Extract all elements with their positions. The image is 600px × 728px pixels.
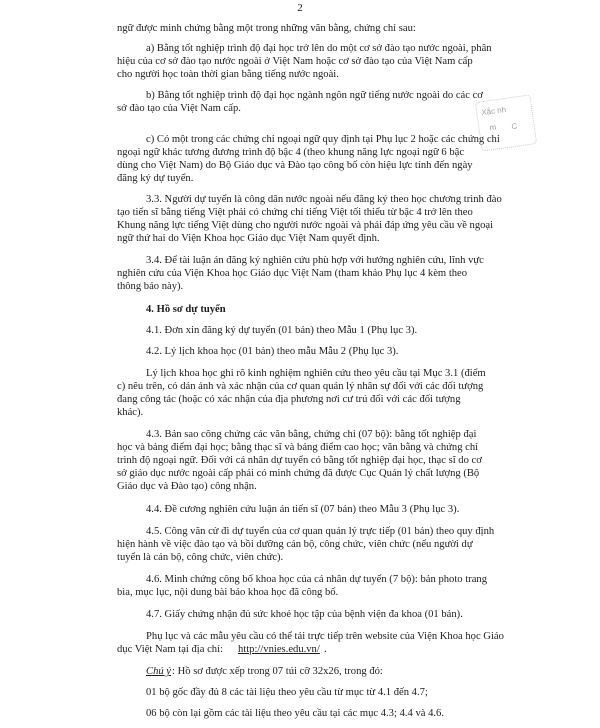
text-line: trình độ ngoại ngữ. Đối với cá nhân dự tuyển có bằng tốt nghiệp đại học, thạc sĩ do cơ (117, 455, 482, 466)
website-link[interactable]: http://vnies.edu.vn/ (238, 644, 320, 655)
text-line: bìa, mục lục, nội dung bài báo khoa học đã công bố. (117, 587, 339, 598)
text-line: 4.4. Đề cương nghiên cứu luận án tiến sĩ (07 bản) theo Mẫu 3 (Phụ lục 3). (146, 504, 460, 515)
text-line: tạo tiến sĩ bằng tiếng Việt phải có chứng chỉ tiếng Việt tối thiểu từ bậc 4 trở lên theo (117, 207, 473, 218)
text-line: tuyển là cán bộ, công chức, viên chức). (117, 552, 284, 563)
text-line: đăng ký dự tuyển. (117, 173, 194, 184)
text-line: a) Bằng tốt nghiệp trình độ đại học trở lên do một cơ sở đào tạo nước ngoài, phân (146, 43, 492, 54)
text-line: : Hồ sơ được xếp trong 07 túi cỡ 32x26, trong đó: (172, 666, 383, 677)
text-line: 01 bộ gốc đầy đủ 8 các tài liệu theo yêu cầu từ mục từ 4.1 đến 4.7; (146, 687, 428, 698)
text-line: 06 bộ còn lại gồm các tài liệu theo yêu cầu tại các mục 4.3; 4.4 và 4.6. (146, 708, 444, 719)
text-line: thông báo này). (117, 281, 184, 292)
text-line: 4.2. Lý lịch khoa học (01 bản) theo mẫu Mẫu 2 (Phụ lục 3). (146, 346, 399, 357)
text-line: 4.7. Giấy chứng nhận đủ sức khoẻ học tập của bệnh viện đa khoa (01 bản). (146, 609, 463, 620)
text-line: đang công tác (hoặc có xác nhận của địa phương nơi cư trú đối với các đối tượng (117, 394, 461, 405)
text-line: ngữ được minh chứng bằng một trong những văn bằng, chứng chỉ sau: (117, 23, 416, 34)
text-line: 4.3. Bản sao công chứng các văn bằng, chứng chỉ (07 bộ): bằng tốt nghiệp đại (146, 429, 477, 440)
text-line: . (324, 644, 327, 655)
text-line: Lý lịch khoa học ghi rõ kinh nghiệm nghiên cứu theo yêu cầu tại Mục 3.1 (điểm (146, 368, 486, 379)
stamp-mark: Xắc nh m C (475, 94, 537, 151)
text-line: 4.1. Đơn xin đăng ký dự tuyển (01 bản) theo Mẫu 1 (Phụ lục 3). (146, 325, 418, 336)
section-heading: 4. Hồ sơ dự tuyển (146, 304, 226, 315)
text-line: b) Bằng tốt nghiệp trình độ đại học ngành ngôn ngữ tiếng nước ngoài do các cơ (146, 90, 483, 101)
page-number: 2 (297, 2, 303, 14)
text-line: 3.4. Để tài luận án đăng ký nghiên cứu phù hợp với hướng nghiên cứu, lĩnh vực (146, 255, 484, 266)
text-line: Giáo dục và Đào tạo) công nhận. (117, 481, 257, 492)
text-line: Khung năng lực tiếng Việt dùng cho người nước ngoài và phải đáp ứng yêu cầu về ngoại (117, 220, 494, 231)
text-line: hiệu của cơ sở đào tạo nước ngoài ở Việt Nam hoặc cơ sở đào tạo của Việt Nam cấp (117, 56, 473, 67)
text-line: dục Việt Nam tại địa chỉ: (117, 644, 223, 655)
text-line: dùng cho Việt Nam) do Bộ Giáo dục và Đào tạo công bố còn hiệu lực tính đến ngày (117, 160, 473, 171)
text-line: ngữ thứ hai do Viện Khoa học Giáo dục Việt Nam quyết định. (117, 233, 380, 244)
text-line: Chú ý (146, 666, 172, 677)
text-line: học và bảng điểm đại học; bằng thạc sĩ và bảng điểm cao học; văn bằng và chứng chỉ (117, 442, 479, 453)
text-line: cho người học toàn thời gian bằng tiếng nước ngoài. (117, 69, 339, 80)
text-line: 3.3. Người dự tuyển là công dân nước ngoài nếu đăng ký theo học chương trình đào (146, 194, 502, 205)
text-line: khác). (117, 407, 144, 418)
text-line: Phụ lục và các mẫu yêu cầu có thể tải trực tiếp trên website của Viện Khoa học Giáo (146, 631, 504, 642)
text-line: sở giáo dục nước ngoài cấp phải có minh chứng đã được Cục Quản lý chất lượng (Bộ (117, 468, 480, 479)
text-line: c) nêu trên, có dán ảnh và xác nhận của cơ quan quản lý nhân sự đối với các đối tượng (117, 381, 484, 392)
text-line: hiện hành về việc đào tạo và bồi dưỡng cán bộ, công chức, viên chức (nếu người dự (117, 539, 473, 550)
text-line: c) Có một trong các chứng chỉ ngoại ngữ quy định tại Phụ lục 2 hoặc các chứng chỉ (146, 134, 500, 145)
text-line: ngoại ngữ khác tương đương trình độ bậc 4 (theo khung năng lực ngoại ngữ 6 bậc (117, 147, 465, 158)
text-line: 4.6. Minh chứng công bố khoa học của cá nhân dự tuyển (7 bộ): bản photo trang (146, 574, 487, 585)
text-line: 4.5. Công văn cử đi dự tuyển của cơ quan quản lý trực tiếp (01 bản) theo quy định (146, 526, 495, 537)
text-line: nghiên cứu của Viện Khoa học Giáo dục Việt Nam (tham khảo Phụ lục 4 kèm theo (117, 268, 468, 279)
text-line: sở đào tạo của Việt Nam cấp. (117, 103, 241, 114)
